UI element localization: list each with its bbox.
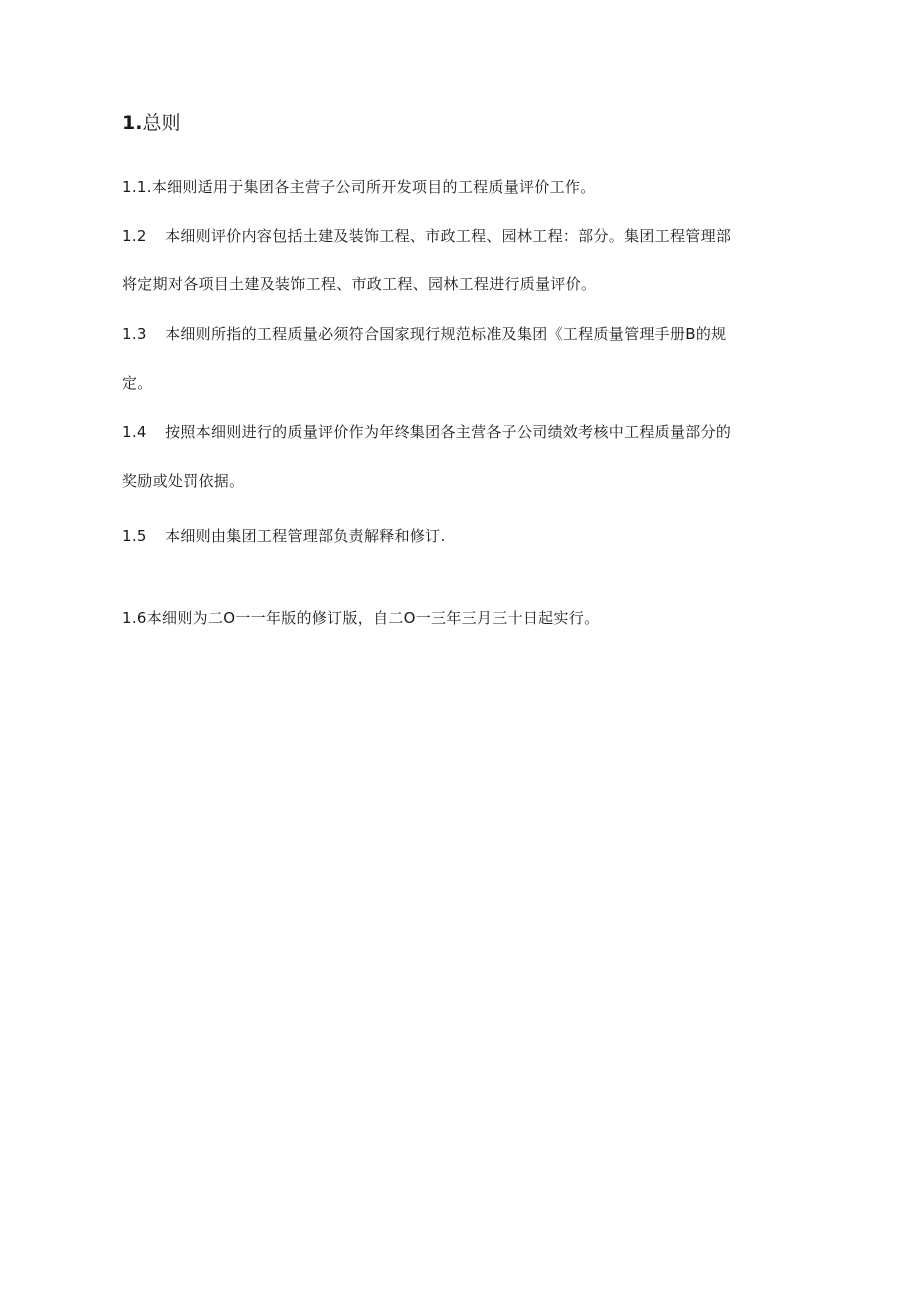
clause-1-2-continued bbox=[122, 273, 596, 295]
clause-1-2 bbox=[122, 225, 731, 247]
clause-text: 本细则所指的工程质量必须符合国家现行规范标准及集团《工程质量管理手册B的规 bbox=[165, 325, 727, 343]
clause-number: 1.4 bbox=[122, 423, 147, 441]
clause-1-3 bbox=[122, 323, 726, 345]
clause-1-4-continued bbox=[122, 470, 244, 492]
clause-text: 1.6本细则为二O一一年版的修订版，自二O一三年三月三十日起实行。 bbox=[122, 609, 600, 627]
clause-number: 1.2 bbox=[122, 227, 147, 245]
clause-1-3-continued bbox=[122, 372, 153, 394]
clause-text: 定。 bbox=[122, 374, 153, 392]
clause-number: 1.3 bbox=[122, 325, 147, 343]
clause-text: 按照本细则进行的质量评价作为年终集团各主营各子公司绩效考核中工程质量部分的 bbox=[165, 423, 732, 441]
clause-text: 将定期对各项目土建及装饰工程、市政工程、园林工程进行质量评价。 bbox=[122, 275, 597, 293]
clause-text: 奖励或处罚依据。 bbox=[122, 472, 245, 490]
clause-1-6 bbox=[122, 607, 599, 629]
section-title: 总则 bbox=[142, 112, 181, 134]
clause-text: 本细则由集团工程管理部负责解释和修订. bbox=[165, 527, 446, 545]
clause-1-5 bbox=[122, 525, 446, 547]
clause-number: 1.5 bbox=[122, 527, 147, 545]
section-heading bbox=[122, 109, 180, 137]
clause-1-4 bbox=[122, 421, 731, 443]
clause-text: 1.1.本细则适用于集团各主营子公司所开发项目的工程质量评价工作。 bbox=[122, 178, 596, 196]
clause-1-1 bbox=[122, 176, 596, 198]
section-number: 1. bbox=[122, 112, 143, 134]
clause-text: 本细则评价内容包括土建及装饰工程、市政工程、园林工程：部分。集团工程管理部 bbox=[165, 227, 732, 245]
